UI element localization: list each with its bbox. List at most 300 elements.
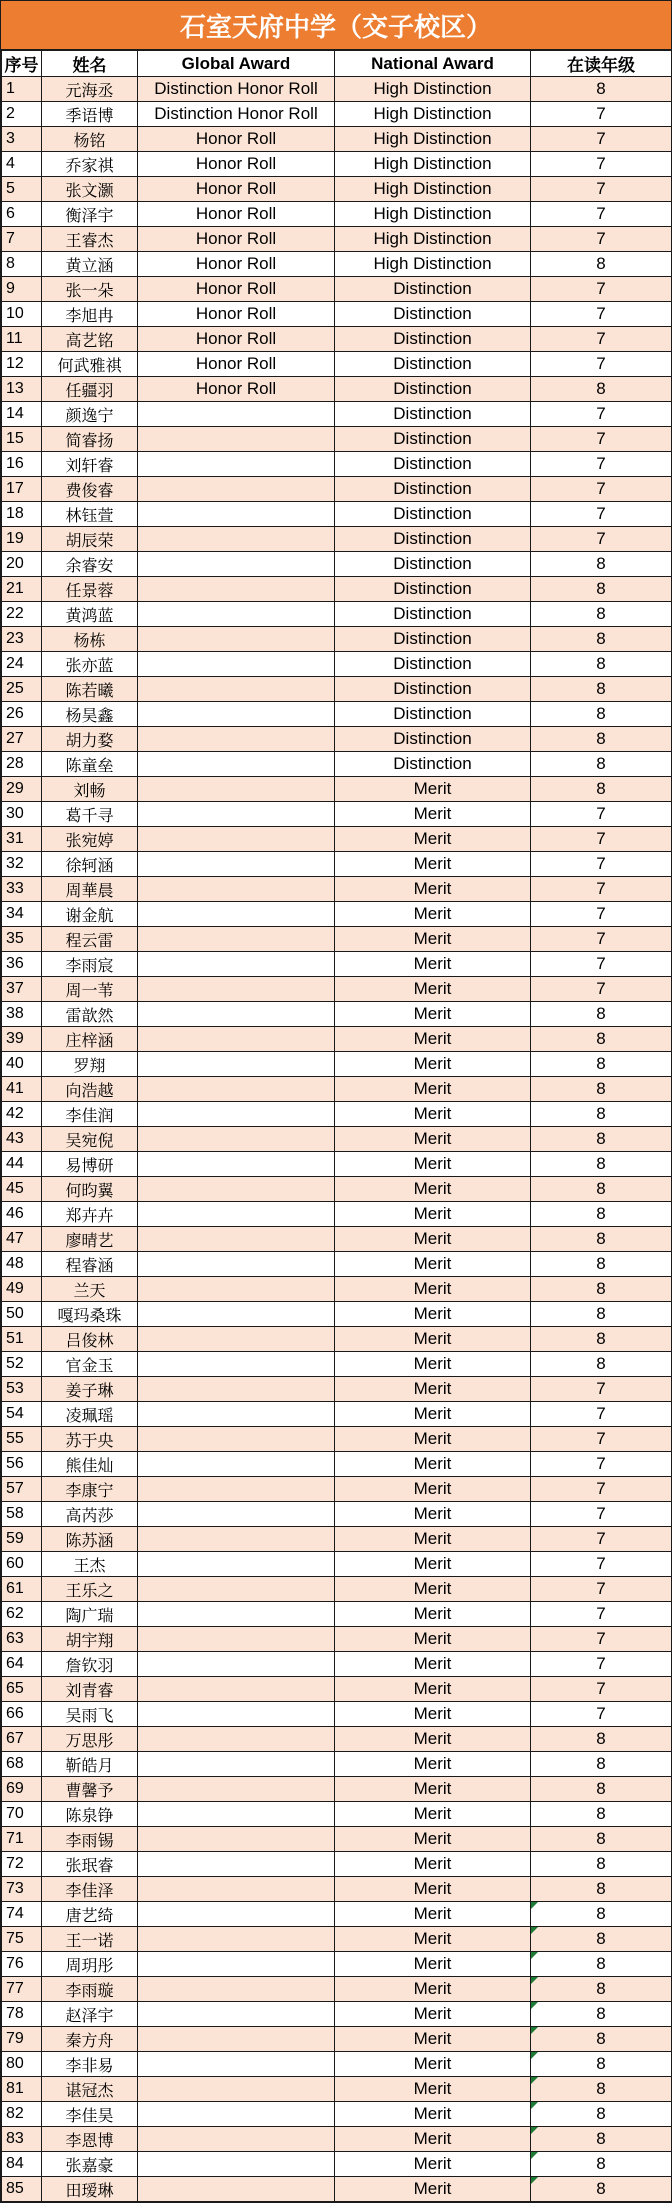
cell-grade bbox=[531, 1652, 672, 1677]
cell-no bbox=[2, 1452, 42, 1477]
cell-grade bbox=[531, 1252, 672, 1277]
cell-name bbox=[42, 1802, 138, 1827]
cell-name bbox=[42, 377, 138, 402]
cell-grade-text: 8 bbox=[596, 1354, 606, 1373]
cell-national-award bbox=[335, 1802, 531, 1827]
cell-grade bbox=[531, 852, 672, 877]
cell-grade bbox=[531, 1277, 672, 1302]
cell-grade bbox=[531, 1052, 672, 1077]
cell-name bbox=[42, 1177, 138, 1202]
cell-national-award bbox=[335, 1652, 531, 1677]
cell-national-award bbox=[335, 1327, 531, 1352]
cell-global-award bbox=[138, 1927, 335, 1952]
cell-national-award-text: Merit bbox=[413, 879, 452, 898]
cell-no-text: 14 bbox=[6, 405, 24, 422]
cell-national-award bbox=[335, 1577, 531, 1602]
cell-national-award-text: Merit bbox=[413, 1804, 452, 1823]
cell-national-award-text: Distinction bbox=[393, 429, 472, 448]
cell-national-award-text: Merit bbox=[413, 2104, 452, 2123]
cell-national-award-text: Merit bbox=[413, 779, 452, 798]
table-row bbox=[2, 652, 672, 677]
cell-name bbox=[42, 777, 138, 802]
cell-national-award bbox=[335, 1477, 531, 1502]
cell-national-award-text: Merit bbox=[413, 1529, 452, 1548]
table-row bbox=[2, 1102, 672, 1127]
cell-national-award bbox=[335, 802, 531, 827]
cell-national-award-text: Distinction bbox=[393, 654, 472, 673]
cell-no-text: 12 bbox=[6, 355, 24, 372]
cell-grade bbox=[531, 1677, 672, 1702]
cell-national-award bbox=[335, 2052, 531, 2077]
table-row bbox=[2, 1827, 672, 1852]
cell-no-text: 20 bbox=[6, 555, 24, 572]
table-row bbox=[2, 402, 672, 427]
cell-no-text: 2 bbox=[6, 105, 15, 122]
cell-name bbox=[42, 2027, 138, 2052]
cell-grade bbox=[531, 1852, 672, 1877]
cell-name-text: 季语博 bbox=[65, 105, 114, 125]
cell-grade bbox=[531, 1552, 672, 1577]
cell-no bbox=[2, 502, 42, 527]
cell-no-text: 73 bbox=[6, 1880, 24, 1897]
cell-no-text: 66 bbox=[6, 1705, 24, 1722]
cell-name bbox=[42, 1077, 138, 1102]
cell-global-award bbox=[138, 1627, 335, 1652]
cell-no bbox=[2, 452, 42, 477]
cell-grade-text: 7 bbox=[596, 154, 606, 173]
table-row bbox=[2, 152, 672, 177]
cell-no-text: 82 bbox=[6, 2105, 24, 2122]
header-row bbox=[2, 51, 672, 77]
cell-grade-text: 8 bbox=[596, 579, 606, 598]
cell-global-award bbox=[138, 1377, 335, 1402]
table-row bbox=[2, 1477, 672, 1502]
cell-global-award bbox=[138, 2127, 335, 2152]
table-row bbox=[2, 1752, 672, 1777]
cell-no bbox=[2, 1677, 42, 1702]
cell-national-award-text: Merit bbox=[413, 1104, 452, 1123]
cell-grade-text: 7 bbox=[596, 1379, 606, 1398]
cell-name bbox=[42, 2127, 138, 2152]
cell-no-text: 57 bbox=[6, 1480, 24, 1497]
cell-no-text: 81 bbox=[6, 2080, 24, 2097]
cell-name bbox=[42, 202, 138, 227]
cell-grade bbox=[531, 977, 672, 1002]
cell-name bbox=[42, 1627, 138, 1652]
cell-name-text: 程睿涵 bbox=[65, 1255, 114, 1275]
cell-name bbox=[42, 1327, 138, 1352]
cell-grade-text: 8 bbox=[596, 2154, 606, 2173]
cell-global-award bbox=[138, 1102, 335, 1127]
cell-grade bbox=[531, 1502, 672, 1527]
cell-name bbox=[42, 1977, 138, 2002]
cell-national-award-text: High Distinction bbox=[373, 154, 492, 173]
cell-no bbox=[2, 952, 42, 977]
cell-name-text: 陶广瑞 bbox=[65, 1605, 114, 1625]
cell-name-text: 费俊睿 bbox=[65, 480, 114, 500]
cell-name bbox=[42, 977, 138, 1002]
cell-national-award bbox=[335, 477, 531, 502]
cell-no bbox=[2, 1552, 42, 1577]
cell-no bbox=[2, 1777, 42, 1802]
table-row bbox=[2, 602, 672, 627]
cell-no-text: 17 bbox=[6, 480, 24, 497]
cell-flag-icon bbox=[531, 2152, 538, 2159]
table-row bbox=[2, 1027, 672, 1052]
cell-national-award-text: Merit bbox=[413, 1954, 452, 1973]
cell-no-text: 51 bbox=[6, 1330, 24, 1347]
cell-name bbox=[42, 2152, 138, 2177]
cell-no bbox=[2, 827, 42, 852]
table-row bbox=[2, 1052, 672, 1077]
cell-grade bbox=[531, 202, 672, 227]
table-row bbox=[2, 1402, 672, 1427]
cell-national-award bbox=[335, 1177, 531, 1202]
cell-global-award-text: Honor Roll bbox=[195, 304, 277, 323]
table-row bbox=[2, 1577, 672, 1602]
cell-national-award-text: Merit bbox=[413, 1929, 452, 1948]
cell-national-award-text: High Distinction bbox=[373, 204, 492, 223]
cell-grade-text: 7 bbox=[596, 329, 606, 348]
cell-name bbox=[42, 1902, 138, 1927]
cell-grade bbox=[531, 1952, 672, 1977]
table-row bbox=[2, 2177, 672, 2202]
cell-no bbox=[2, 2052, 42, 2077]
cell-name-text: 张文灏 bbox=[65, 180, 114, 200]
cell-name bbox=[42, 752, 138, 777]
cell-grade-text: 7 bbox=[596, 1704, 606, 1723]
cell-no bbox=[2, 677, 42, 702]
cell-name-text: 胡辰荣 bbox=[65, 530, 114, 550]
cell-global-award bbox=[138, 1527, 335, 1552]
cell-grade-text: 7 bbox=[596, 1429, 606, 1448]
cell-name bbox=[42, 1652, 138, 1677]
cell-national-award bbox=[335, 1002, 531, 1027]
cell-grade-text: 8 bbox=[596, 1104, 606, 1123]
cell-no bbox=[2, 1102, 42, 1127]
cell-national-award-text: Merit bbox=[413, 1454, 452, 1473]
cell-national-award-text: Merit bbox=[413, 1404, 452, 1423]
cell-national-award-text: Merit bbox=[413, 1754, 452, 1773]
cell-name-text: 嘎玛桑珠 bbox=[57, 1305, 122, 1325]
table-row bbox=[2, 752, 672, 777]
cell-national-award-text: Distinction bbox=[393, 304, 472, 323]
cell-no bbox=[2, 727, 42, 752]
cell-no bbox=[2, 152, 42, 177]
cell-national-award bbox=[335, 677, 531, 702]
cell-name bbox=[42, 1102, 138, 1127]
table-row bbox=[2, 2052, 672, 2077]
cell-national-award-text: Distinction bbox=[393, 379, 472, 398]
cell-national-award bbox=[335, 1352, 531, 1377]
cell-no-text: 75 bbox=[6, 1930, 24, 1947]
cell-global-award bbox=[138, 1177, 335, 1202]
cell-national-award bbox=[335, 102, 531, 127]
cell-no-text: 18 bbox=[6, 505, 24, 522]
cell-name-text: 张嘉豪 bbox=[65, 2155, 114, 2175]
cell-no bbox=[2, 1577, 42, 1602]
cell-grade bbox=[531, 627, 672, 652]
cell-no-text: 80 bbox=[6, 2055, 24, 2072]
table-row bbox=[2, 852, 672, 877]
cell-no-text: 85 bbox=[6, 2180, 24, 2197]
cell-grade-text: 7 bbox=[596, 1679, 606, 1698]
cell-global-award bbox=[138, 727, 335, 752]
cell-global-award bbox=[138, 77, 335, 102]
cell-grade-text: 8 bbox=[596, 1204, 606, 1223]
table-row bbox=[2, 1077, 672, 1102]
cell-grade bbox=[531, 1302, 672, 1327]
cell-name bbox=[42, 1777, 138, 1802]
cell-national-award-text: Merit bbox=[413, 1129, 452, 1148]
cell-no bbox=[2, 2177, 42, 2202]
cell-national-award bbox=[335, 2027, 531, 2052]
cell-grade bbox=[531, 1902, 672, 1927]
cell-no-text: 65 bbox=[6, 1680, 24, 1697]
cell-no-text: 22 bbox=[6, 605, 24, 622]
cell-name bbox=[42, 727, 138, 752]
cell-name-text: 徐轲涵 bbox=[65, 855, 114, 875]
cell-no bbox=[2, 1177, 42, 1202]
cell-name bbox=[42, 1377, 138, 1402]
table-row bbox=[2, 1327, 672, 1352]
cell-global-award bbox=[138, 1602, 335, 1627]
cell-no bbox=[2, 77, 42, 102]
cell-grade bbox=[531, 302, 672, 327]
cell-grade-text: 7 bbox=[596, 129, 606, 148]
cell-no-text: 6 bbox=[6, 205, 15, 222]
cell-grade-text: 7 bbox=[596, 979, 606, 998]
cell-national-award bbox=[335, 177, 531, 202]
cell-name bbox=[42, 577, 138, 602]
cell-national-award bbox=[335, 652, 531, 677]
cell-no-text: 35 bbox=[6, 930, 24, 947]
cell-no bbox=[2, 1327, 42, 1352]
table-row bbox=[2, 677, 672, 702]
cell-no-text: 52 bbox=[6, 1355, 24, 1372]
table-row bbox=[2, 2127, 672, 2152]
cell-national-award bbox=[335, 877, 531, 902]
header-global-award: Global Award bbox=[138, 51, 335, 77]
cell-flag-icon bbox=[531, 2077, 538, 2084]
cell-national-award-text: Distinction bbox=[393, 504, 472, 523]
cell-national-award bbox=[335, 1302, 531, 1327]
cell-grade-text: 8 bbox=[596, 379, 606, 398]
cell-no-text: 71 bbox=[6, 1830, 24, 1847]
cell-no bbox=[2, 1227, 42, 1252]
cell-national-award-text: Merit bbox=[413, 1904, 452, 1923]
cell-no-text: 72 bbox=[6, 1855, 24, 1872]
cell-national-award-text: Merit bbox=[413, 2004, 452, 2023]
sheet-title: 石室天府中学（交子校区） bbox=[1, 1, 671, 50]
cell-name bbox=[42, 1477, 138, 1502]
cell-name-text: 李佳泽 bbox=[65, 1880, 114, 1900]
cell-grade-text: 7 bbox=[596, 1404, 606, 1423]
table-row bbox=[2, 1152, 672, 1177]
cell-global-award bbox=[138, 1202, 335, 1227]
cell-name bbox=[42, 402, 138, 427]
cell-grade-text: 7 bbox=[596, 854, 606, 873]
cell-global-award bbox=[138, 552, 335, 577]
cell-no bbox=[2, 277, 42, 302]
cell-name-text: 吴宛倪 bbox=[65, 1130, 114, 1150]
cell-national-award bbox=[335, 1102, 531, 1127]
table-row bbox=[2, 777, 672, 802]
cell-no-text: 8 bbox=[6, 255, 15, 272]
cell-grade-text: 8 bbox=[596, 2104, 606, 2123]
cell-no bbox=[2, 802, 42, 827]
cell-no bbox=[2, 127, 42, 152]
cell-national-award-text: Merit bbox=[413, 1229, 452, 1248]
cell-national-award bbox=[335, 2102, 531, 2127]
cell-global-award bbox=[138, 1677, 335, 1702]
cell-grade-text: 7 bbox=[596, 504, 606, 523]
cell-national-award-text: Merit bbox=[413, 954, 452, 973]
table-row bbox=[2, 627, 672, 652]
cell-no bbox=[2, 927, 42, 952]
cell-no-text: 38 bbox=[6, 1005, 24, 1022]
table-row bbox=[2, 2027, 672, 2052]
cell-no bbox=[2, 1252, 42, 1277]
cell-grade bbox=[531, 1102, 672, 1127]
cell-global-award bbox=[138, 452, 335, 477]
cell-global-award bbox=[138, 877, 335, 902]
cell-grade bbox=[531, 1077, 672, 1102]
cell-global-award bbox=[138, 152, 335, 177]
table-row bbox=[2, 77, 672, 102]
cell-no bbox=[2, 1077, 42, 1102]
table-row bbox=[2, 2077, 672, 2102]
cell-no-text: 1 bbox=[6, 80, 15, 97]
cell-national-award bbox=[335, 1427, 531, 1452]
cell-no-text: 84 bbox=[6, 2155, 24, 2172]
cell-grade bbox=[531, 177, 672, 202]
cell-no bbox=[2, 652, 42, 677]
cell-grade bbox=[531, 2177, 672, 2202]
cell-grade-text: 7 bbox=[596, 404, 606, 423]
cell-no bbox=[2, 477, 42, 502]
cell-grade-text: 7 bbox=[596, 1504, 606, 1523]
cell-grade bbox=[531, 1777, 672, 1802]
cell-no-text: 48 bbox=[6, 1255, 24, 1272]
table-row bbox=[2, 1852, 672, 1877]
cell-no bbox=[2, 577, 42, 602]
cell-name bbox=[42, 1502, 138, 1527]
cell-name bbox=[42, 102, 138, 127]
cell-name-text: 靳皓月 bbox=[65, 1755, 114, 1775]
cell-national-award bbox=[335, 1402, 531, 1427]
cell-global-award-text: Honor Roll bbox=[195, 204, 277, 223]
cell-name-text: 任景蓉 bbox=[65, 580, 114, 600]
cell-global-award bbox=[138, 127, 335, 152]
cell-grade bbox=[531, 1202, 672, 1227]
cell-grade bbox=[531, 2152, 672, 2177]
table-row bbox=[2, 1902, 672, 1927]
cell-national-award bbox=[335, 927, 531, 952]
cell-name bbox=[42, 1002, 138, 1027]
cell-flag-icon bbox=[531, 1902, 538, 1909]
cell-global-award bbox=[138, 177, 335, 202]
cell-grade bbox=[531, 1327, 672, 1352]
cell-name-text: 秦方舟 bbox=[65, 2030, 114, 2050]
cell-name bbox=[42, 227, 138, 252]
table-row bbox=[2, 252, 672, 277]
cell-national-award-text: Merit bbox=[413, 929, 452, 948]
cell-name-text: 曹馨予 bbox=[65, 1780, 114, 1800]
cell-name-text: 周華晨 bbox=[65, 880, 114, 900]
cell-name bbox=[42, 127, 138, 152]
cell-no-text: 25 bbox=[6, 680, 24, 697]
cell-name-text: 万思彤 bbox=[65, 1730, 114, 1750]
cell-no-text: 39 bbox=[6, 1030, 24, 1047]
cell-no-text: 16 bbox=[6, 455, 24, 472]
cell-no-text: 74 bbox=[6, 1905, 24, 1922]
cell-grade-text: 8 bbox=[596, 679, 606, 698]
cell-name-text: 周玥彤 bbox=[65, 1955, 114, 1975]
cell-grade-text: 7 bbox=[596, 104, 606, 123]
table-row bbox=[2, 727, 672, 752]
cell-global-award bbox=[138, 352, 335, 377]
cell-global-award bbox=[138, 1227, 335, 1252]
cell-name-text: 王睿杰 bbox=[65, 230, 114, 250]
cell-national-award bbox=[335, 502, 531, 527]
cell-grade-text: 8 bbox=[596, 1004, 606, 1023]
cell-global-award bbox=[138, 602, 335, 627]
cell-national-award bbox=[335, 1502, 531, 1527]
table-row bbox=[2, 802, 672, 827]
cell-global-award bbox=[138, 302, 335, 327]
cell-no-text: 31 bbox=[6, 830, 24, 847]
cell-global-award bbox=[138, 977, 335, 1002]
cell-national-award-text: Merit bbox=[413, 2054, 452, 2073]
cell-grade-text: 8 bbox=[596, 1804, 606, 1823]
cell-national-award bbox=[335, 452, 531, 477]
cell-no-text: 47 bbox=[6, 1230, 24, 1247]
cell-no bbox=[2, 1927, 42, 1952]
table-row bbox=[2, 1652, 672, 1677]
cell-global-award-text: Honor Roll bbox=[195, 329, 277, 348]
cell-national-award bbox=[335, 77, 531, 102]
cell-grade-text: 8 bbox=[596, 1879, 606, 1898]
cell-no-text: 43 bbox=[6, 1130, 24, 1147]
table-row bbox=[2, 2002, 672, 2027]
cell-national-award bbox=[335, 1452, 531, 1477]
cell-national-award bbox=[335, 227, 531, 252]
cell-global-award bbox=[138, 1502, 335, 1527]
cell-no-text: 32 bbox=[6, 855, 24, 872]
cell-national-award-text: Distinction bbox=[393, 629, 472, 648]
cell-grade bbox=[531, 577, 672, 602]
cell-global-award bbox=[138, 527, 335, 552]
cell-grade bbox=[531, 777, 672, 802]
cell-grade bbox=[531, 727, 672, 752]
cell-national-award bbox=[335, 1252, 531, 1277]
cell-name-text: 王杰 bbox=[73, 1555, 106, 1575]
cell-flag-icon bbox=[531, 2177, 538, 2184]
cell-national-award-text: Merit bbox=[413, 2079, 452, 2098]
cell-global-award bbox=[138, 2177, 335, 2202]
cell-no-text: 46 bbox=[6, 1205, 24, 1222]
table-row bbox=[2, 1527, 672, 1552]
cell-name-text: 杨铭 bbox=[73, 130, 106, 150]
cell-national-award-text: Merit bbox=[413, 2179, 452, 2198]
cell-name-text: 李非易 bbox=[65, 2055, 114, 2075]
cell-global-award bbox=[138, 1127, 335, 1152]
cell-global-award bbox=[138, 2102, 335, 2127]
cell-no bbox=[2, 1827, 42, 1852]
table-row bbox=[2, 1727, 672, 1752]
cell-grade-text: 7 bbox=[596, 929, 606, 948]
